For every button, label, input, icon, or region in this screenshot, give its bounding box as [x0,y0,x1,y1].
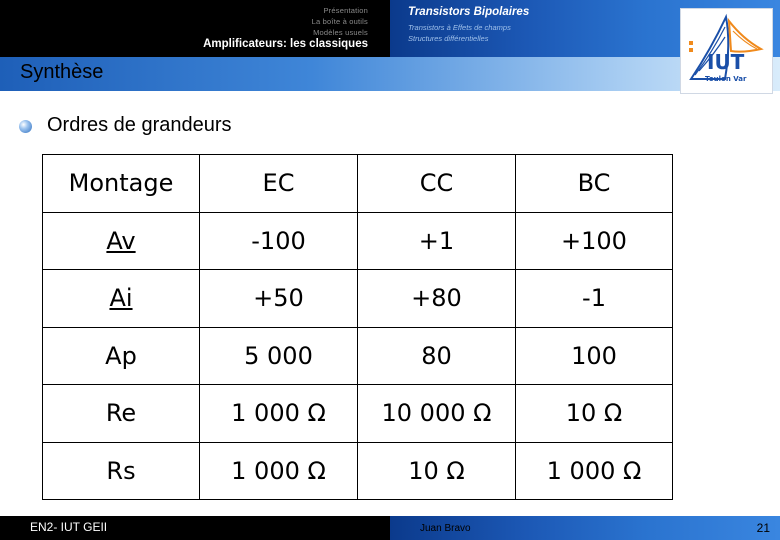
nav-item-toolbox[interactable]: La boîte à outils [311,17,368,26]
logo-text-sub: Toulon Var [705,75,747,83]
table-cell: +80 [358,270,516,328]
table-row-av [43,212,673,270]
table-cell: 1 000 Ω [200,385,358,443]
footer-band [0,516,780,540]
title-band [0,57,780,91]
header-cell-cc: CC [358,155,516,213]
table-row-ap [43,327,673,385]
table-cell: 10 000 Ω [358,385,516,443]
row-label-ai: Ai [43,270,200,328]
table-cell: -100 [200,212,358,270]
table-row-rs [43,442,673,500]
table-row-re [43,385,673,443]
logo-text-main: IUT [707,50,745,74]
bullet-sphere-icon [19,120,32,133]
footer-left [0,516,390,540]
nav-item-presentation[interactable]: Présentation [323,6,368,15]
table-cell: 10 Ω [516,385,673,443]
row-label-av: Av [43,212,200,270]
header-cell-montage: Montage [43,155,200,213]
table-cell: +50 [200,270,358,328]
table-cell: 100 [516,327,673,385]
chapter-item-differential[interactable]: Structures différentielles [408,34,489,43]
table-header-row [43,155,673,213]
row-label-ap: Ap [43,327,200,385]
sailboat-logo-icon [681,9,772,93]
chapter-item-fet[interactable]: Transistors à Effets de champs [408,23,511,32]
header-band [0,0,780,57]
row-label-rs: Rs [43,442,200,500]
table-cell: 10 Ω [358,442,516,500]
nav-item-models[interactable]: Modèles usuels [313,28,368,37]
table-cell: +1 [358,212,516,270]
row-label-re: Re [43,385,200,443]
table-cell: 1 000 Ω [516,442,673,500]
table-cell: 5 000 [200,327,358,385]
chapter-item-bipolar-active[interactable]: Transistors Bipolaires [408,6,530,18]
orders-of-magnitude-table [42,154,673,500]
bullet-text: Ordres de grandeurs [47,114,232,136]
table-cell: +100 [516,212,673,270]
table-cell: 1 000 Ω [200,442,358,500]
nav-item-amplifiers-active[interactable]: Amplificateurs: les classiques [203,38,368,50]
footer-course-label: EN2- IUT GEII [30,520,108,534]
footer-author: Juan Bravo [420,523,471,534]
header-cell-bc: BC [516,155,673,213]
table-row-ai [43,270,673,328]
page-number: 21 [756,521,770,535]
table-cell: -1 [516,270,673,328]
header-cell-ec: EC [200,155,358,213]
table-cell: 80 [358,327,516,385]
iut-logo [680,8,773,94]
footer-right [390,516,780,540]
slide-title: Synthèse [20,61,104,83]
header-section-nav [0,0,390,57]
